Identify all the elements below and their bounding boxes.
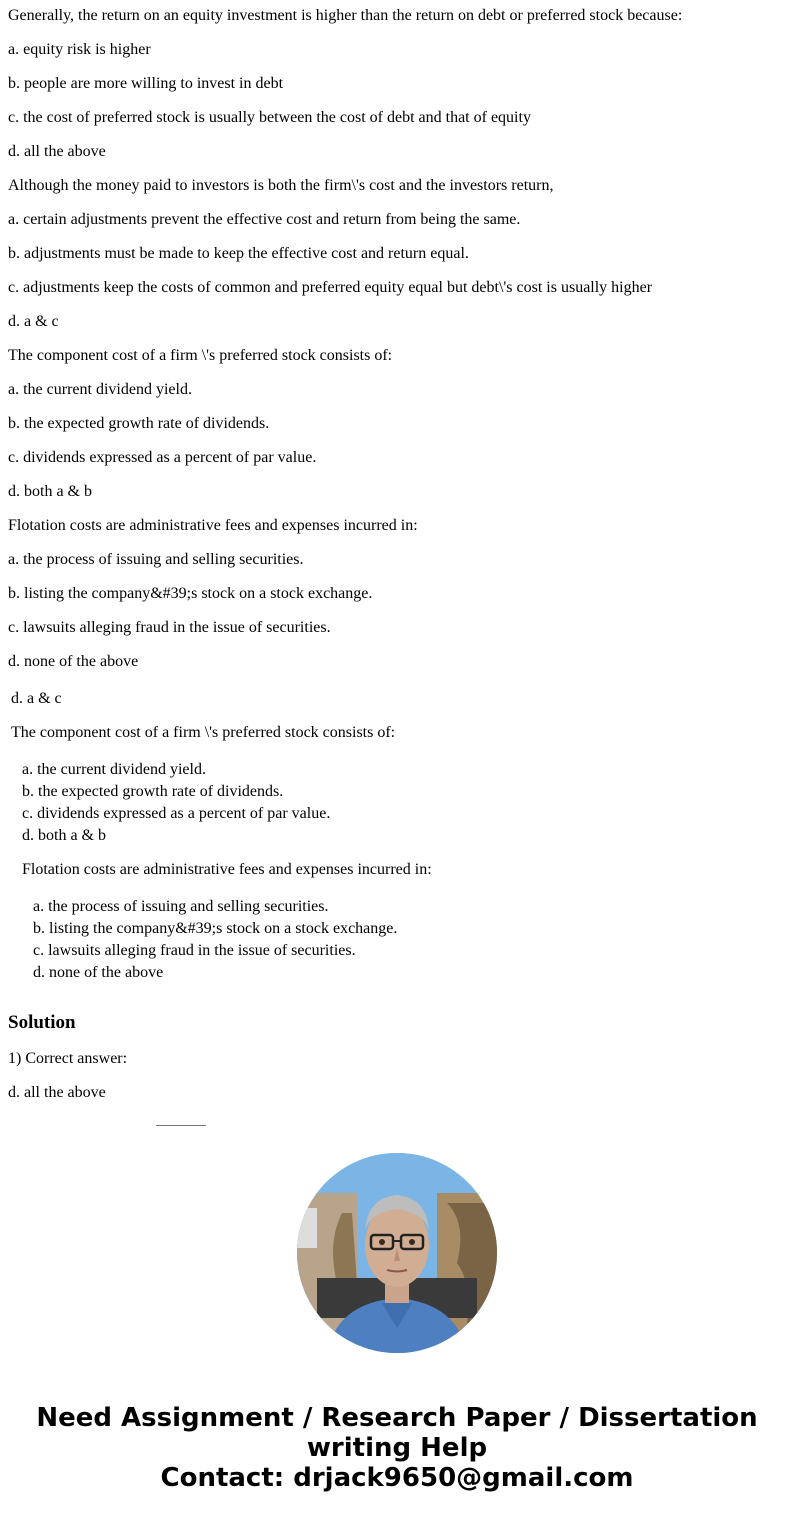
option-text: a. the current dividend yield. <box>8 381 192 398</box>
option-text: b. adjustments must be made to keep the effective cost and return equal. <box>8 245 469 262</box>
solution-line: d. all the above <box>8 1084 106 1101</box>
promo-line: writing Help <box>306 1433 488 1463</box>
option-text: b. the expected growth rate of dividends. <box>22 783 284 800</box>
option-text: a. the process of issuing and selling securities. <box>8 551 304 568</box>
option-text: a. the process of issuing and selling securities. <box>33 898 329 915</box>
option-text: c. lawsuits alleging fraud in the issue of securities. <box>8 619 331 636</box>
solution-line: 1) Correct answer: <box>8 1050 128 1067</box>
cut-off-text-fragment <box>8 1123 228 1126</box>
option-text: d. both a & b <box>8 483 92 500</box>
solution-heading: Solution <box>8 1012 76 1033</box>
option-text: a. equity risk is higher <box>8 41 151 58</box>
option-text: d. none of the above <box>8 653 139 670</box>
option-text: d. both a & b <box>22 827 106 844</box>
option-text: d. all the above <box>8 143 106 160</box>
option-text: a. the current dividend yield. <box>22 761 206 778</box>
option-text: d. none of the above <box>33 964 164 981</box>
option-text: d. a & c <box>8 313 59 330</box>
question-text: The component cost of a firm \'s preferred stock consists of: <box>11 724 396 741</box>
option-text: c. lawsuits alleging fraud in the issue of securities. <box>33 942 356 959</box>
question-text: Generally, the return on an equity investment is higher than the return on debt or preferred stock because: <box>8 7 683 24</box>
promo-banner <box>0 1403 794 1493</box>
answer-line: d. a & c <box>11 690 62 707</box>
option-text: c. dividends expressed as a percent of par value. <box>8 449 317 466</box>
option-text: c. the cost of preferred stock is usually between the cost of debt and that of equity <box>8 109 531 126</box>
option-text: c. dividends expressed as a percent of par value. <box>22 805 331 822</box>
option-text: c. adjustments keep the costs of common and preferred equity equal but debt\'s cost is usually higher <box>8 279 653 296</box>
option-text: b. people are more willing to invest in debt <box>8 75 284 92</box>
question-text: Flotation costs are administrative fees and expenses incurred in: <box>8 517 418 534</box>
question-text: The component cost of a firm \'s preferred stock consists of: <box>8 347 393 364</box>
option-text: b. listing the company&#39;s stock on a stock exchange. <box>33 920 398 937</box>
question-text: Although the money paid to investors is both the firm\'s cost and the investors return, <box>8 177 554 194</box>
promo-contact: Contact: drjack9650@gmail.com <box>160 1463 634 1493</box>
author-photo <box>297 1153 497 1353</box>
option-text: b. listing the company&#39;s stock on a stock exchange. <box>8 585 373 602</box>
question-text: Flotation costs are administrative fees and expenses incurred in: <box>22 861 432 878</box>
promo-line: Need Assignment / Research Paper / Dissertation <box>36 1403 758 1433</box>
option-text: a. certain adjustments prevent the effective cost and return from being the same. <box>8 211 521 228</box>
option-text: b. the expected growth rate of dividends. <box>8 415 270 432</box>
author-avatar <box>297 1153 497 1353</box>
cut-off-text <box>8 1118 228 1126</box>
